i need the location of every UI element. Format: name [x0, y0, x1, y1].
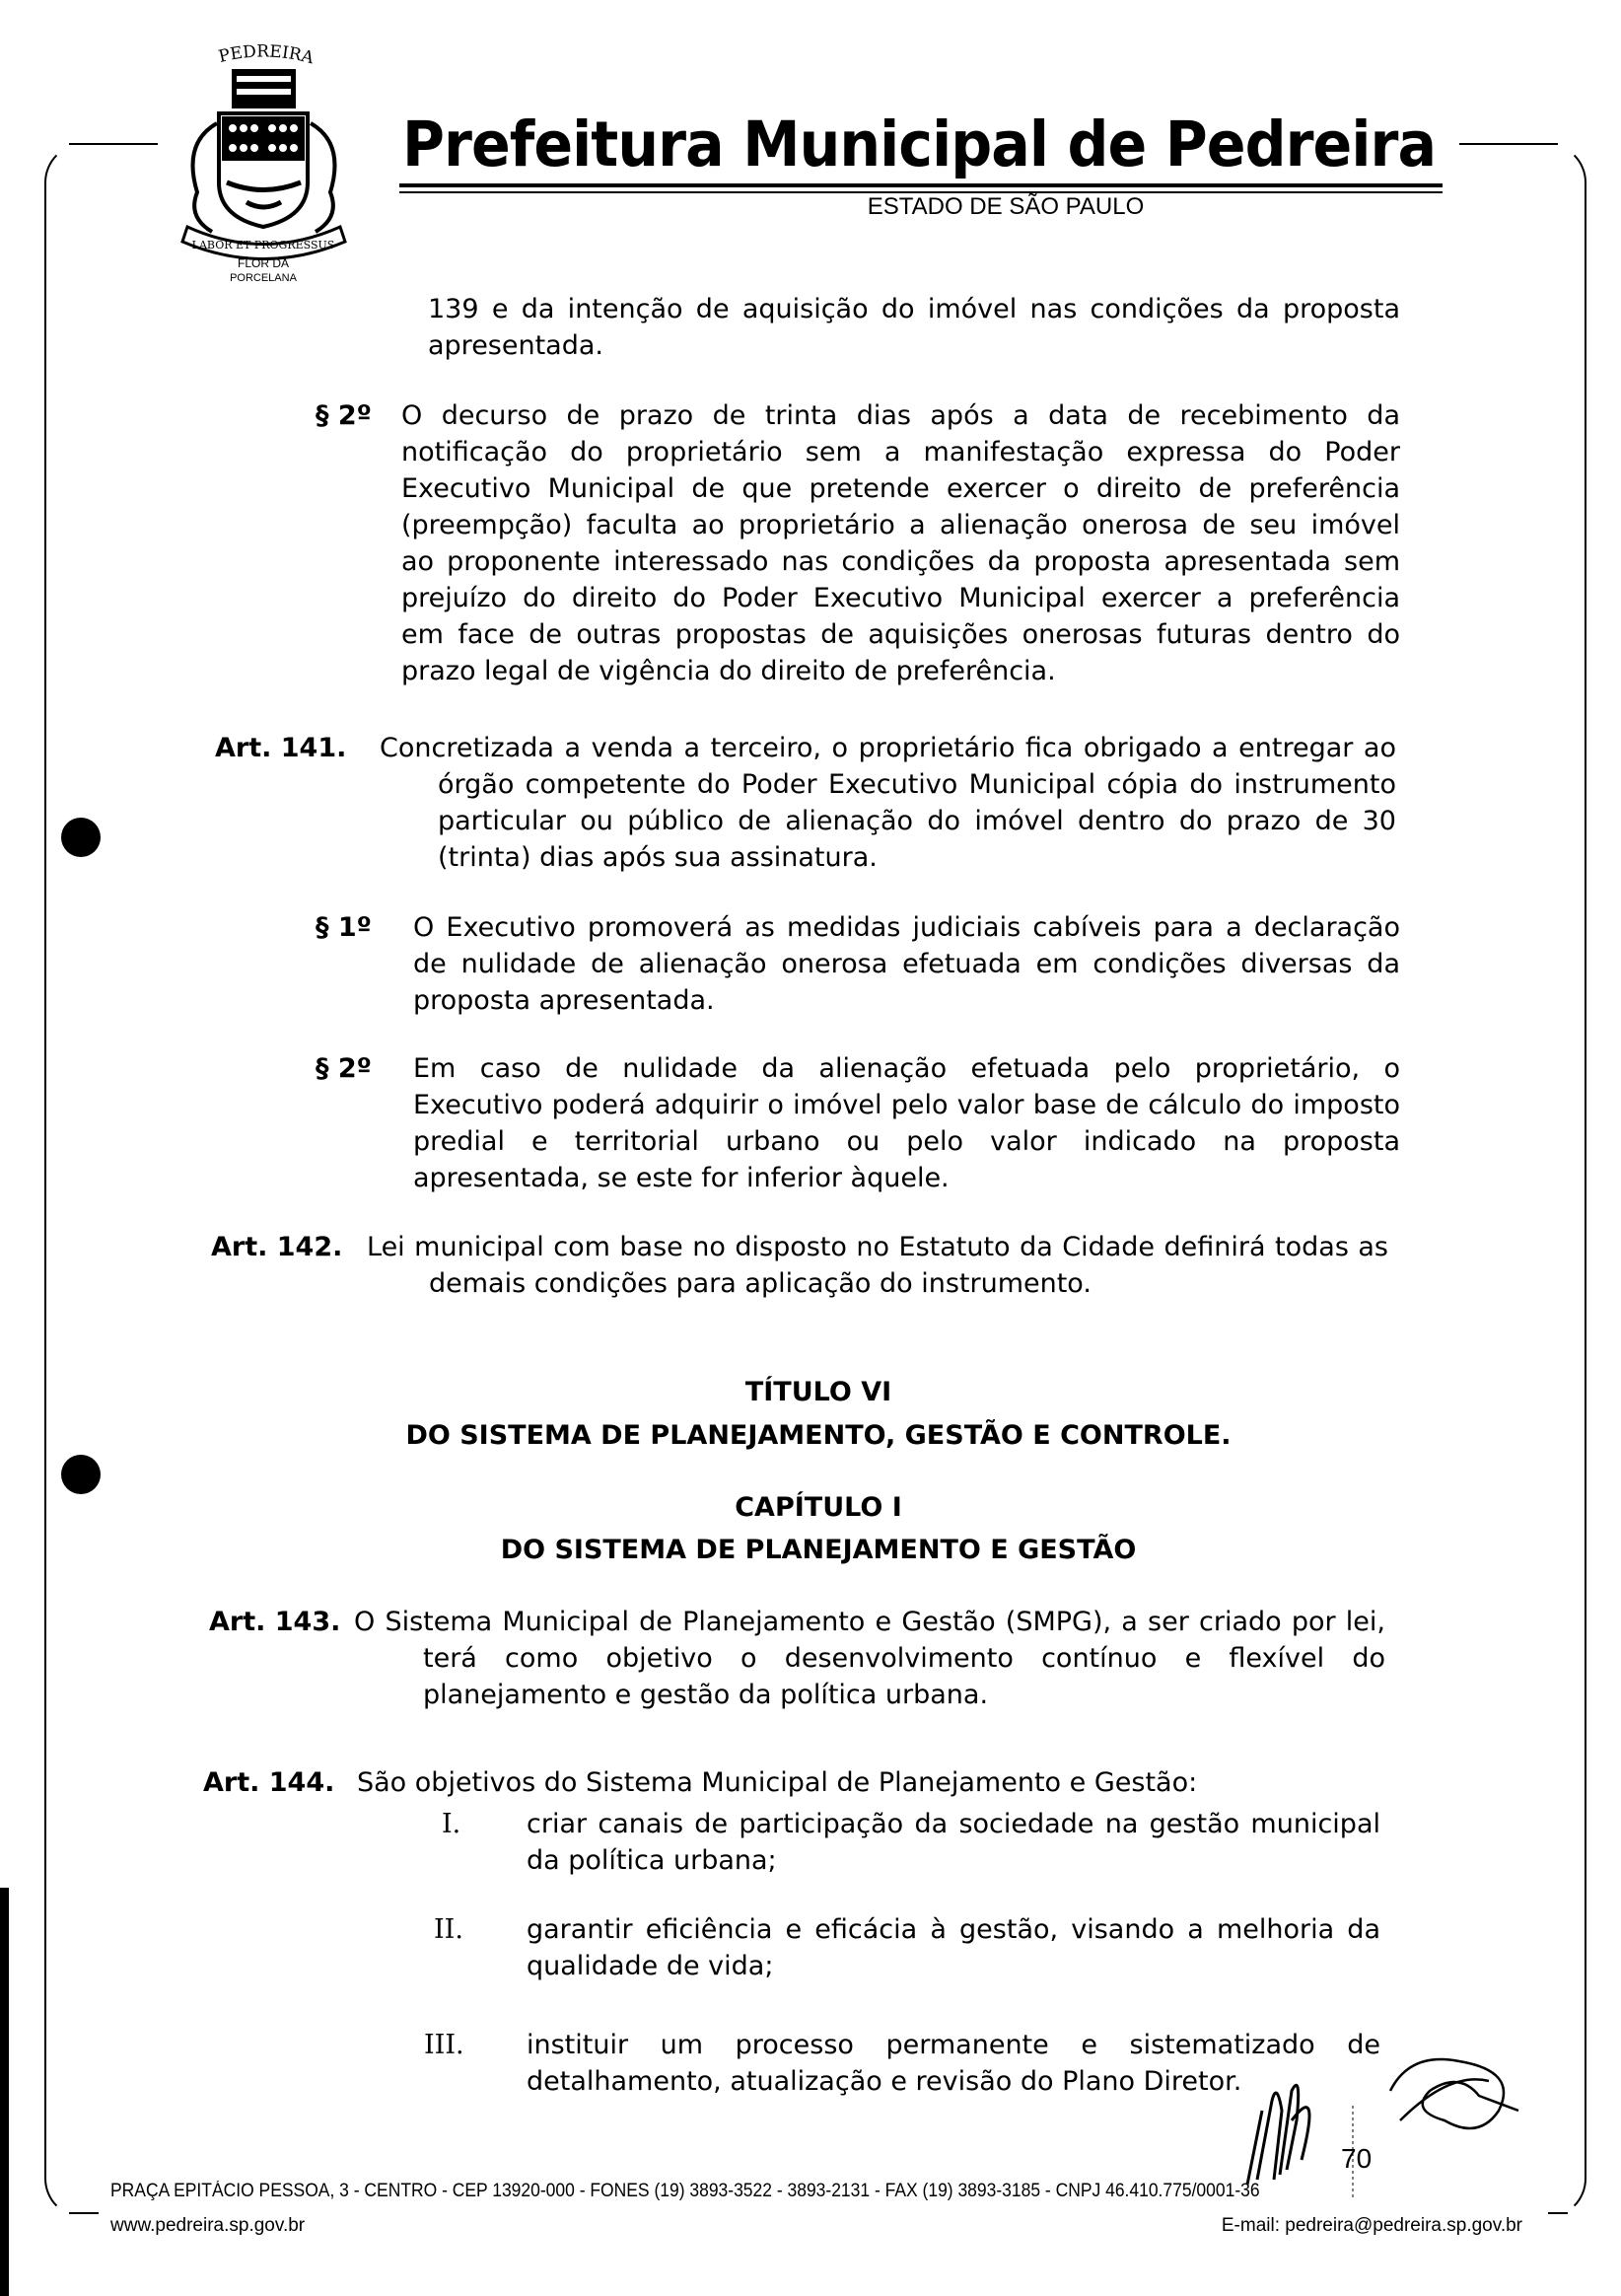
text-line: proposta apresentada.: [413, 985, 715, 1016]
title-heading: TÍTULO VI: [744, 1377, 892, 1407]
text-line: planejamento e gestão da política urbana.: [423, 1680, 989, 1710]
text-line: notificação do proprietário sem a manifestação expressa do Poder: [401, 437, 1400, 467]
text-line: Executivo Municipal de que pretende exercer o direito de preferência: [401, 473, 1400, 504]
state-subtitle: ESTADO DE SÃO PAULO: [867, 193, 1145, 220]
item-numeral: I.: [442, 1809, 461, 1839]
article-number: Art. 142.: [211, 1232, 343, 1262]
text-line: Lei municipal com base no disposto no Estatuto da Cidade definirá todas as: [367, 1232, 1388, 1262]
title-underline: [399, 183, 1443, 187]
svg-text:PEDREIRA: PEDREIRA: [216, 41, 317, 69]
text-line: órgão competente do Poder Executivo Municipal cópia do instrumento: [438, 769, 1396, 800]
footer-address: PRAÇA EPITÁCIO PESSOA, 3 - CENTRO - CEP 13920-000 - FONES (19) 3893-3522 - 3893-2131 - FAX (19) 3893-3185 - CNPJ 46.410.775/0001-36: [110, 2181, 1260, 2201]
text-line: São objetivos do Sistema Municipal de Planejamento e Gestão:: [357, 1767, 1198, 1798]
text-line: Concretizada a venda a terceiro, o proprietário fica obrigado a entregar ao: [380, 733, 1396, 763]
frame-bottom-right: [1548, 2212, 1568, 2214]
text-line: detalhamento, atualização e revisão do Plano Diretor.: [527, 2066, 1242, 2097]
text-line: ao proponente interessado nas condições da proposta apresentada sem: [401, 546, 1400, 577]
text-line: prejuízo do direito do Poder Executivo Municipal exercer a preferência: [401, 583, 1400, 613]
text-line: 139 e da intenção de aquisição do imóvel nas condições da proposta: [428, 294, 1400, 324]
text-line: garantir eficiência e eficácia à gestão, visando a melhoria da: [527, 1914, 1380, 1945]
crest-motto: LABOR ET PROGRESSUS: [191, 239, 335, 251]
article-number: Art. 144.: [203, 1767, 335, 1798]
text-line: (preempção) faculta ao proprietário a alienação onerosa de seu imóvel: [401, 510, 1400, 540]
footer-email[interactable]: E-mail: pedreira@pedreira.sp.gov.br: [1221, 2215, 1522, 2236]
text-line: em face de outras propostas de aquisições onerosas futuras dentro do: [401, 619, 1400, 650]
paragraph-number: § 2º: [316, 400, 372, 431]
text-line: predial e territorial urbano ou pelo valor indicado na proposta: [413, 1126, 1400, 1157]
footer-website[interactable]: www.pedreira.sp.gov.br: [110, 2215, 306, 2236]
text-line: O decurso de prazo de trinta dias após a data de recebimento da: [401, 400, 1400, 431]
title-heading-name: DO SISTEMA DE PLANEJAMENTO, GESTÃO E CONTROLE.: [405, 1420, 1232, 1451]
text-line: apresentada.: [428, 330, 603, 361]
page-title: Prefeitura Municipal de Pedreira: [402, 108, 1437, 180]
paragraph-number: § 2º: [316, 1053, 372, 1084]
chapter-heading: CAPÍTULO I: [735, 1492, 902, 1523]
item-numeral: II.: [434, 1914, 463, 1945]
punch-hole: [61, 818, 101, 857]
text-line: demais condições para aplicação do instrumento.: [429, 1268, 1092, 1299]
text-line: Executivo poderá adquirir o imóvel pelo valor base de cálculo do imposto: [413, 1090, 1400, 1120]
article-number: Art. 141.: [215, 733, 347, 763]
frame-top-right: [1459, 143, 1558, 145]
text-line: (trinta) dias após sua assinatura.: [438, 842, 878, 873]
svg-text:PORCELANA: PORCELANA: [230, 272, 297, 281]
text-line: apresentada, se este for inferior àquele.: [413, 1163, 950, 1193]
chapter-heading-name: DO SISTEMA DE PLANEJAMENTO E GESTÃO: [500, 1535, 1137, 1565]
text-line: O Sistema Municipal de Planejamento e Gestão (SMPG), a ser criado por lei,: [354, 1607, 1385, 1637]
municipal-crest-logo: [158, 35, 370, 281]
scan-edge-bar: [0, 1888, 9, 2296]
item-numeral: III.: [424, 2030, 464, 2060]
frame-top-left: [69, 143, 158, 145]
text-line: qualidade de vida;: [527, 1951, 774, 1981]
page-number: 70: [1341, 2143, 1373, 2174]
text-line: de nulidade de alienação onerosa efetuada em condições diversas da: [413, 949, 1400, 979]
frame-bottom-left: [69, 2212, 99, 2214]
paragraph-number: § 1º: [316, 912, 372, 943]
text-line: particular ou público de alienação do imóvel dentro do prazo de 30: [438, 806, 1396, 836]
text-line: criar canais de participação da sociedade na gestão municipal: [527, 1809, 1380, 1839]
text-line: terá como objetivo o desenvolvimento contínuo e flexível do: [423, 1643, 1385, 1674]
punch-hole: [61, 1455, 101, 1494]
text-line: Em caso de nulidade da alienação efetuada pelo proprietário, o: [413, 1053, 1400, 1084]
svg-text:FLOR DA: FLOR DA: [237, 256, 290, 270]
signature-initials: [1233, 2051, 1528, 2199]
text-line: instituir um processo permanente e sistematizado de: [527, 2030, 1380, 2060]
text-line: O Executivo promoverá as medidas judiciais cabíveis para a declaração: [413, 912, 1400, 943]
text-line: da política urbana;: [527, 1845, 777, 1876]
text-line: prazo legal de vigência do direito de preferência.: [401, 656, 1056, 686]
article-number: Art. 143.: [209, 1607, 341, 1637]
